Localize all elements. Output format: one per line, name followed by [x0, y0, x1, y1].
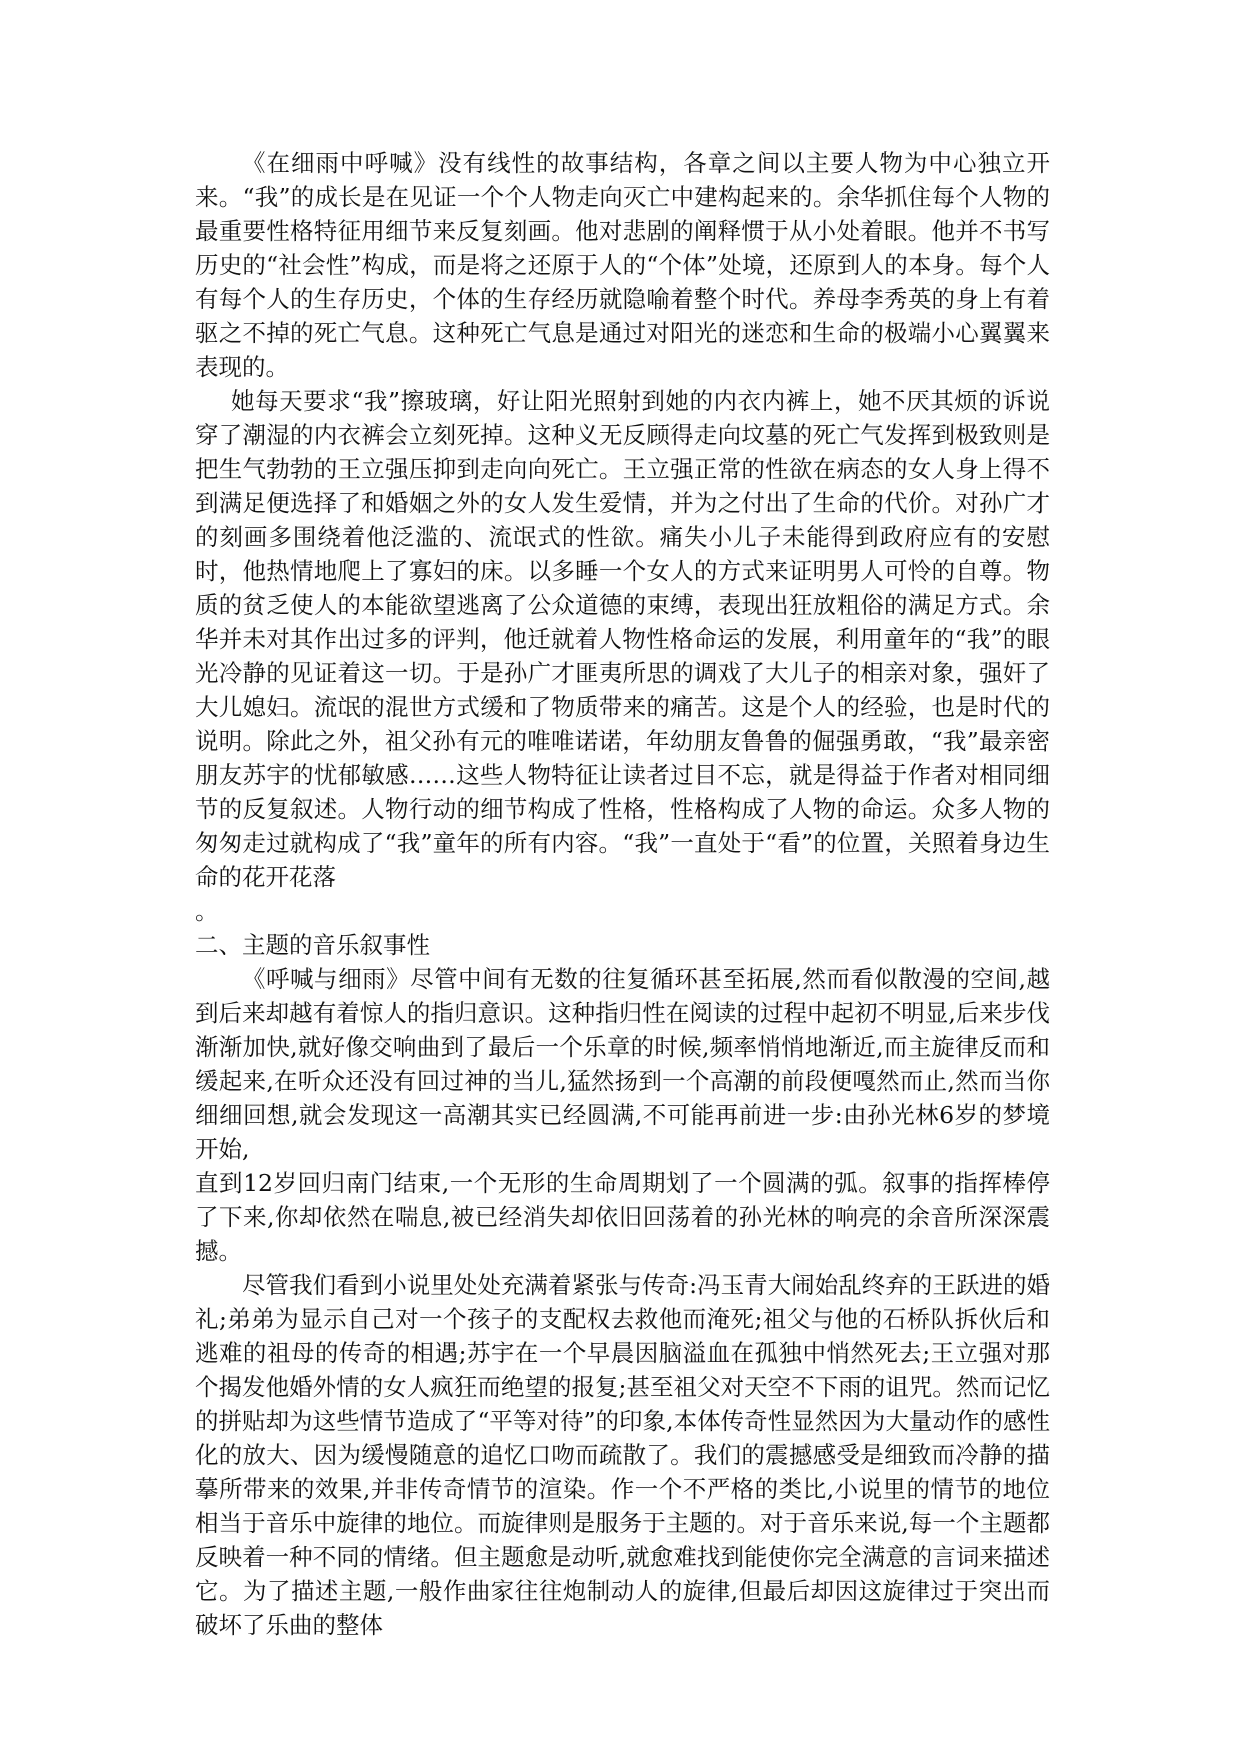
body-text [195, 146, 1050, 1642]
paragraph-2: 她每天要求“我”擦玻璃，好让阳光照射到她的内衣内裤上，她不厌其烦的诉说穿了潮湿的内衣裤会立刻死掉。这种义无反顾得走向坟墓的死亡气发挥到极致则是把生气勃勃的王立强压抑到走向向死亡。王立强正常的性欲在病态的女人身上得不到满足便选择了和婚姻之外的女人发生爱情，并为之付出了生命的代价。对孙广才的刻画多围绕着他泛滥的、流氓式的性欲。痛失小儿子未能得到政府应有的安慰时，他热情地爬上了寡妇的床。以多睡一个女人的方式来证明男人可怜的自尊。物质的贫乏使人的本能欲望逃离了公众道德的束缚，表现出狂放粗俗的满足方式。余华并未对其作出过多的评判，他迁就着人物性格命运的发展，利用童年的“我”的眼光冷静的见证着这一切。于是孙广才匪夷所思的调戏了大儿子的相亲对象，强奸了大儿媳妇。流氓的混世方式缓和了物质带来的痛苦。这是个人的经验，也是时代的说明。除此之外，祖父孙有元的唯唯诺诺，年幼朋友鲁鲁的倔强勇敢，“我”最亲密朋友苏宇的忧郁敏感……这些人物特征让读者过目不忘，就是得益于作者对相同细节的反复叙述。人物行动的细节构成了性格，性格构成了人物的命运。众多人物的匆匆走过就构成了“我”童年的所有内容。“我”一直处于“看”的位置，关照着身边生命的花开花落 [195, 387, 1050, 891]
paragraph-1: 《在细雨中呼喊》没有线性的故事结构，各章之间以主要人物为中心独立开来。“我”的成长是在见证一个个人物走向灭亡中建构起来的。余华抓住每个人物的最重要性格特征用细节来反复刻画。他对悲剧的阐释惯于从小处着眼。他并不书写历史的“社会性”构成，而是将之还原于人的“个体”处境，还原到人的本身。每个人有每个人的生存历史，个体的生存经历就隐喻着整个时代。养母李秀英的身上有着驱之不掉的死亡气息。这种死亡气息是通过对阳光的迷恋和生命的极端小心翼翼来表现的。 [195, 149, 1050, 381]
paragraph-5: 尽管我们看到小说里处处充满着紧张与传奇:冯玉青大闹始乱终弃的王跃进的婚礼;弟弟为显示自己对一个孩子的支配权去救他而淹死;祖父与他的石桥队拆伙后和逃难的祖母的传奇的相遇;苏宇在一个早晨因脑溢血在孤独中悄然死去;王立强对那个揭发他婚外情的女人疯狂而绝望的报复;甚至祖父对天空不下雨的诅咒。然而记忆的拼贴却为这些情节造成了“平等对待”的印象,本体传奇性显然因为大量动作的感性化的放大、因为缓慢随意的追忆口吻而疏散了。我们的震撼感受是细致而冷静的描摹所带来的效果,并非传奇情节的渲染。作一个不严格的类比,小说里的情节的地位相当于音乐中旋律的地位。而旋律则是服务于主题的。对于音乐来说,每一个主题都反映着一种不同的情绪。但主题愈是动听,就愈难找到能使你完全满意的言词来描述它。为了描述主题,一般作曲家往往炮制动人的旋律,但最后却因这旋律过于突出而破坏了乐曲的整体 [195, 1271, 1050, 1639]
paragraph-end-mark: 。 [195, 897, 219, 925]
section-heading: 二、主题的音乐叙事性 [195, 931, 430, 959]
paragraph-4: 直到12岁回归南门结束,一个无形的生命周期划了一个圆满的弧。叙事的指挥棒停了下来,你却依然在喘息,被已经消失却依旧回荡着的孙光林的响亮的余音所深深震撼。 [195, 1169, 1050, 1265]
paragraph-3: 《呼喊与细雨》尽管中间有无数的往复循环甚至拓展,然而看似散漫的空间,越到后来却越有着惊人的指归意识。这种指归性在阅读的过程中起初不明显,后来步伐渐渐加快,就好像交响曲到了最后一个乐章的时候,频率悄悄地渐近,而主旋律反而和缓起来,在听众还没有回过神的当儿,猛然扬到一个高潮的前段便嘎然而止,然而当你细细回想,就会发现这一高潮其实已经圆满,不可能再前进一步:由孙光林6岁的梦境开始, [195, 965, 1050, 1163]
